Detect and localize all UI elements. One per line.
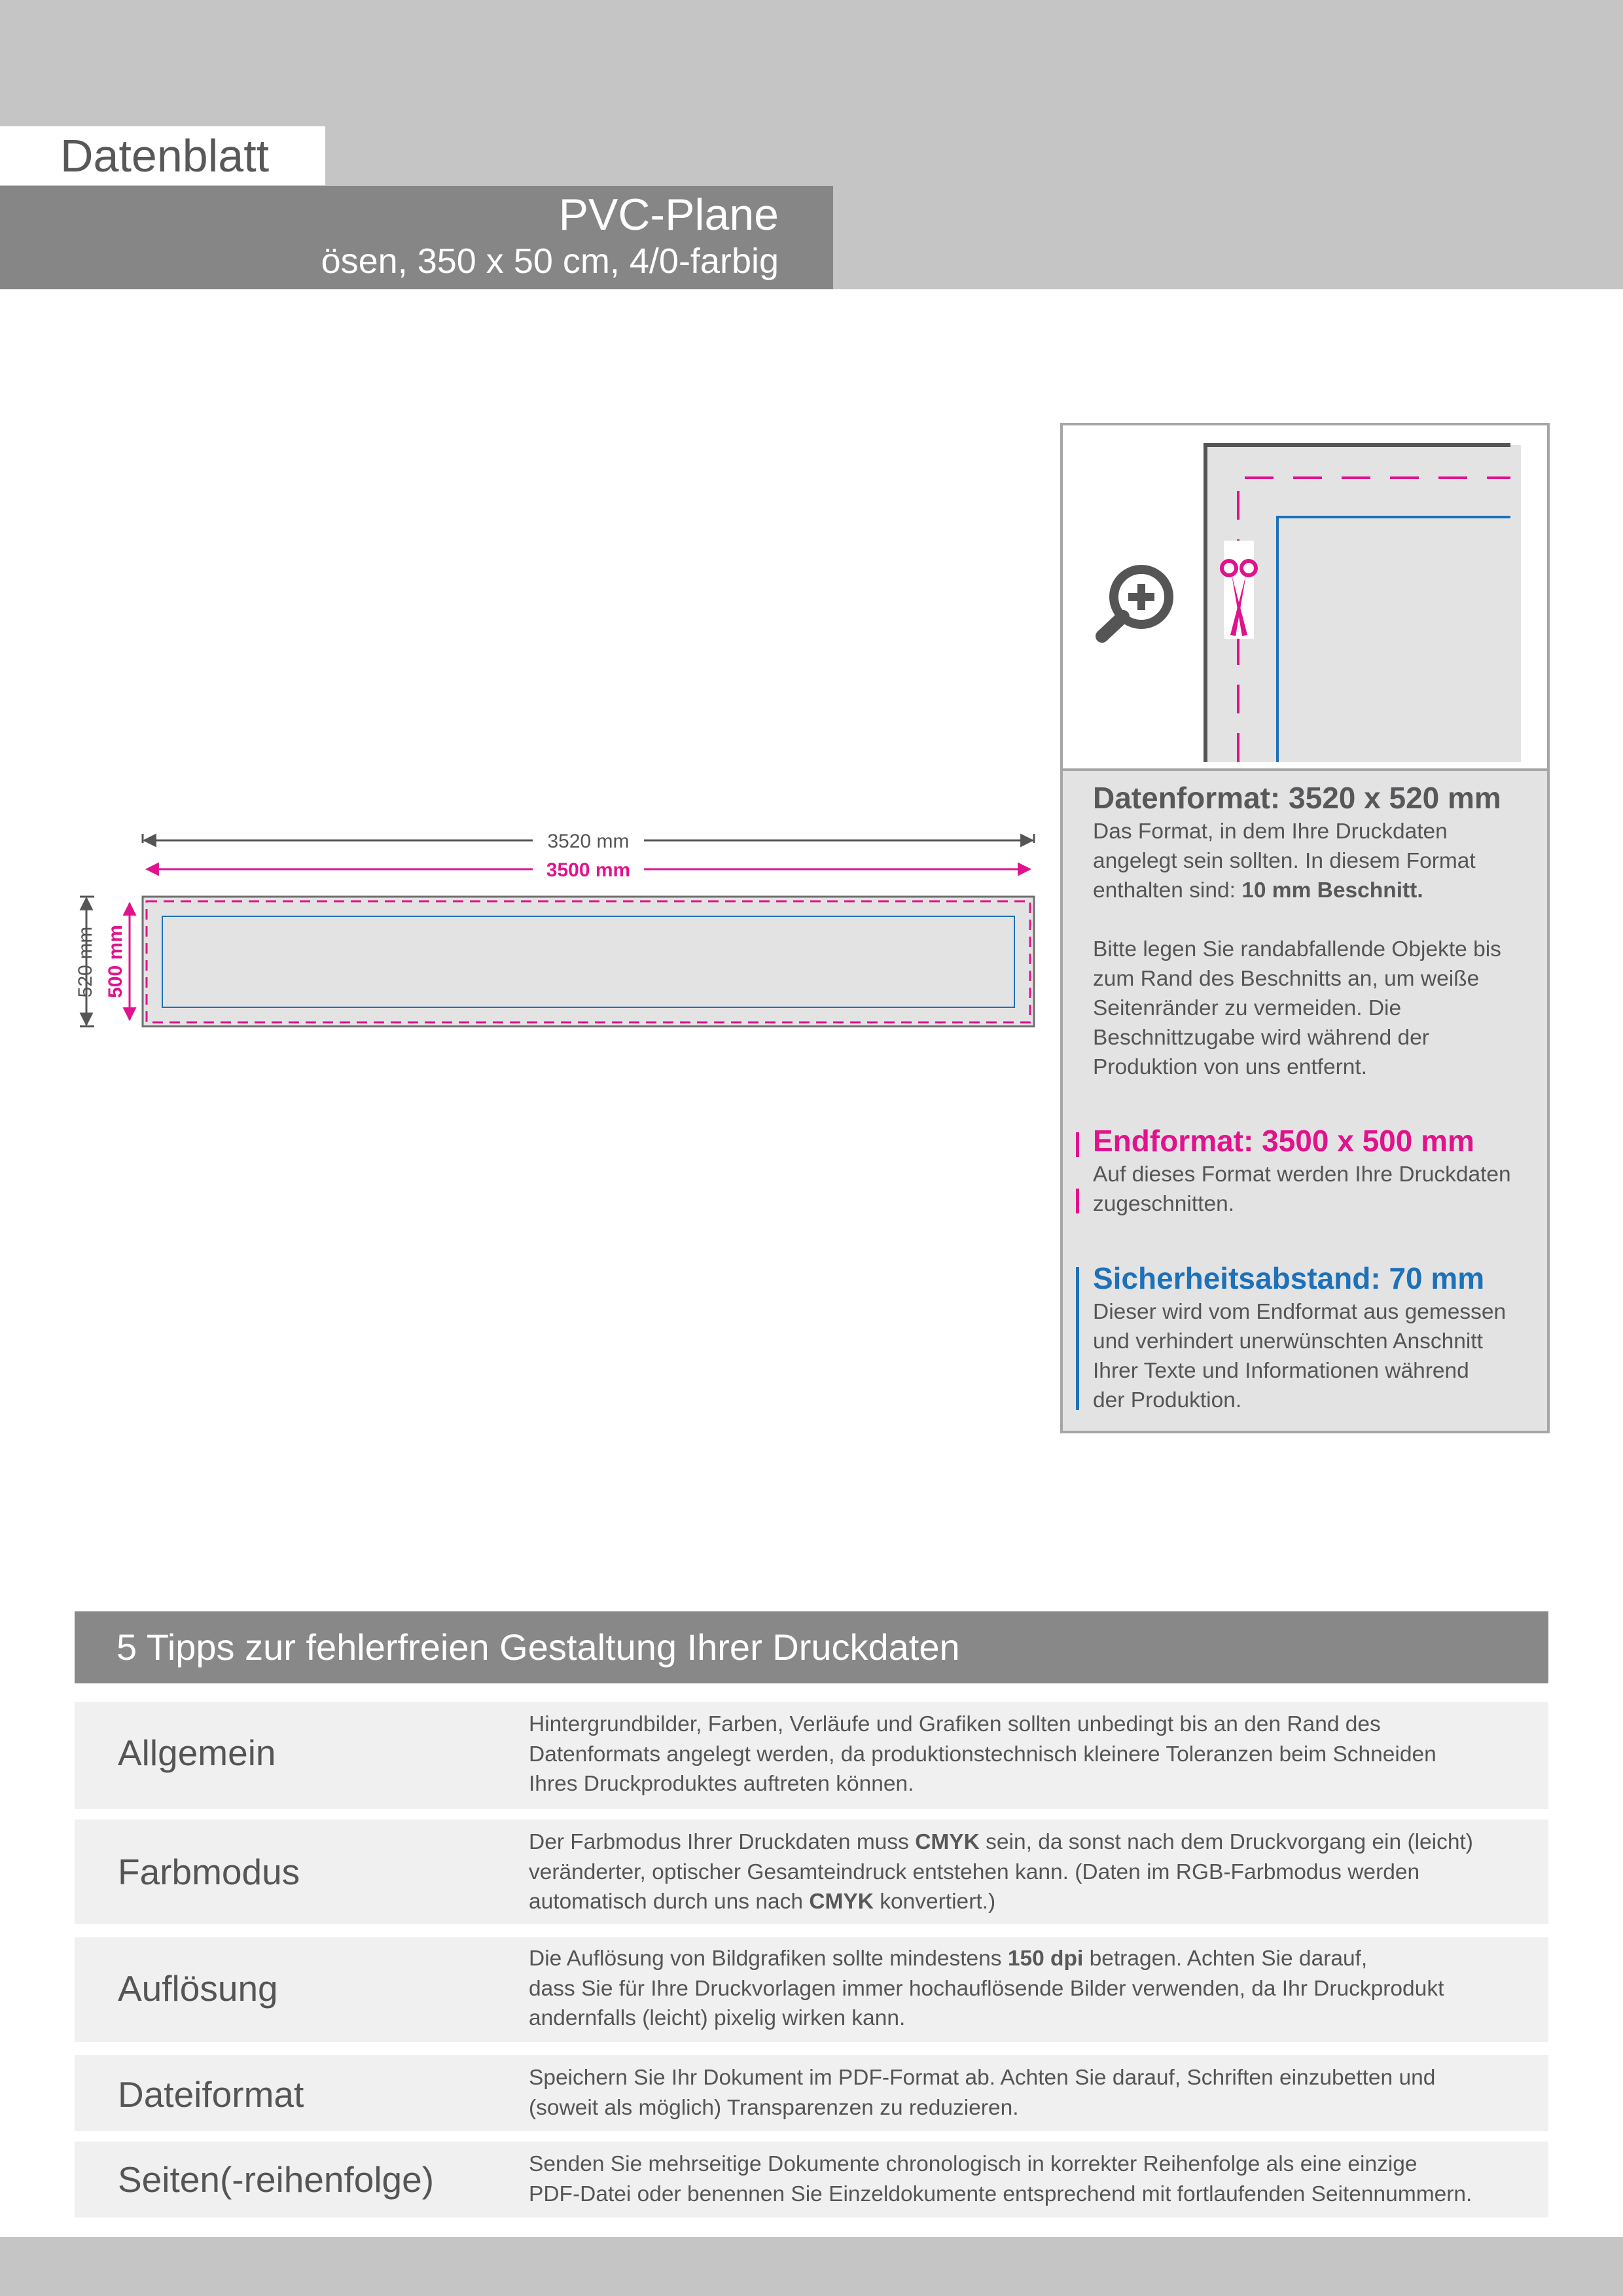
tips-heading: 5 Tipps zur fehlerfreien Gestaltung Ihrer Druckdaten	[116, 1626, 960, 1668]
safety-section	[1093, 1261, 1506, 1415]
safety-text: Dieser wird vom Endformat aus gemessen	[1093, 1300, 1507, 1324]
bleed-text: Seitenränder zu vermeiden. Die	[1093, 996, 1402, 1020]
tip-label: Allgemein	[118, 1732, 276, 1773]
datenformat-text: Das Format, in dem Ihre Druckdaten	[1093, 819, 1448, 844]
datenformat-section	[1093, 780, 1501, 1082]
bleed-text: Beschnittzugabe wird während der	[1093, 1026, 1429, 1050]
zoom-detail	[1063, 425, 1547, 771]
bleed-amount: 10 mm Beschnitt.	[1241, 878, 1423, 903]
endformat-text: zugeschnitten.	[1093, 1192, 1235, 1216]
tips-heading-bar	[75, 1611, 1548, 1683]
safety-marker	[1076, 1267, 1079, 1410]
final-height-label: 500 mm	[105, 925, 126, 998]
footer-band	[0, 2237, 1623, 2296]
page-title: Datenblatt	[60, 130, 270, 181]
tip-text: Der Farbmodus Ihrer Druckdaten muss CMYK sein, da sonst nach dem Druckvorgang ein (leicht) veränderter, optischer Gesamteindruck entstehen kann. (Daten im RGB-Farbmodus werden automatisch durch uns nach CMYK konvertiert.)	[529, 1830, 1473, 1914]
product-subtitle: ösen, 350 x 50 cm, 4/0-farbig	[321, 242, 779, 281]
endformat-section	[1093, 1123, 1511, 1219]
endformat-marker	[1076, 1189, 1079, 1213]
endformat-title: Endformat: 3500 x 500 mm	[1093, 1124, 1474, 1158]
tip-row-dateiformat	[75, 2055, 1548, 2131]
tip-row-seitenreihenfolge	[75, 2142, 1548, 2217]
bleed-text: Produktion von uns entfernt.	[1093, 1055, 1368, 1079]
bleed-text: zum Rand des Beschnitts an, um weiße	[1093, 967, 1480, 991]
format-diagram	[59, 812, 1054, 1050]
data-width-label: 3520 mm	[547, 831, 630, 852]
data-height-label: 520 mm	[75, 926, 96, 998]
tip-row-farbmodus	[75, 1820, 1548, 1924]
tip-text: Die Auflösung von Bildgrafiken sollte mindestens 150 dpi betragen. Achten Sie darauf, dass Sie für Ihre Druckvorlagen immer hochauflösende Bilder verwenden, da Ihr Druckprodukt andernfalls (leicht) pixelig wirken kann.	[529, 1946, 1444, 2030]
tip-text: Hintergrundbilder, Farben, Verläufe und Grafiken sollten unbedingt bis an den Rand des Datenformats angelegt werden, da produktionstechnisch kleinere Toleranzen beim Schneiden Ihres Druckproduktes auftreten können.	[529, 1712, 1436, 1796]
tip-label: Dateiformat	[118, 2074, 304, 2115]
format-diagram-svg	[59, 812, 1054, 1047]
product-title: PVC-Plane	[558, 190, 779, 240]
scissors-icon	[1222, 541, 1256, 639]
tip-row-allgemein	[75, 1702, 1548, 1809]
info-panel	[1060, 423, 1550, 1433]
tip-label: Farbmodus	[118, 1852, 300, 1892]
tip-label: Seiten(-reihenfolge)	[118, 2159, 435, 2200]
zoom-detail-svg	[1063, 425, 1547, 771]
tip-text: Senden Sie mehrseitige Dokumente chronologisch in korrekter Reihenfolge als eine einzige PDF-Datei oder benennen Sie Einzeldokumente entsprechend mit fortlaufenden Seitennummern.	[529, 2152, 1472, 2206]
safety-title: Sicherheitsabstand: 70 mm	[1093, 1261, 1485, 1295]
datenformat-text: angelegt sein sollten. In diesem Format	[1093, 849, 1476, 873]
bleed-text: Bitte legen Sie randabfallende Objekte bis	[1093, 937, 1501, 961]
zoom-in-icon	[1102, 569, 1169, 636]
datenformat-text: enthalten sind: 10 mm Beschnitt.	[1093, 878, 1423, 903]
tip-row-aufloesung	[75, 1937, 1548, 2042]
safety-text: der Produktion.	[1093, 1388, 1242, 1412]
endformat-text: Auf dieses Format werden Ihre Druckdaten	[1093, 1162, 1511, 1187]
safety-text: Ihrer Texte und Informationen während	[1093, 1359, 1469, 1383]
datenformat-title: Datenformat: 3520 x 520 mm	[1093, 781, 1501, 815]
endformat-marker	[1076, 1132, 1079, 1157]
tip-label: Auflösung	[118, 1968, 278, 2009]
tip-text: Speichern Sie Ihr Dokument im PDF-Format ab. Achten Sie darauf, Schriften einzubetten und (soweit als möglich) Transparenzen zu reduzieren.	[529, 2066, 1436, 2120]
safety-text: und verhindert unerwünschten Anschnitt	[1093, 1329, 1483, 1354]
final-width-label: 3500 mm	[546, 859, 631, 881]
